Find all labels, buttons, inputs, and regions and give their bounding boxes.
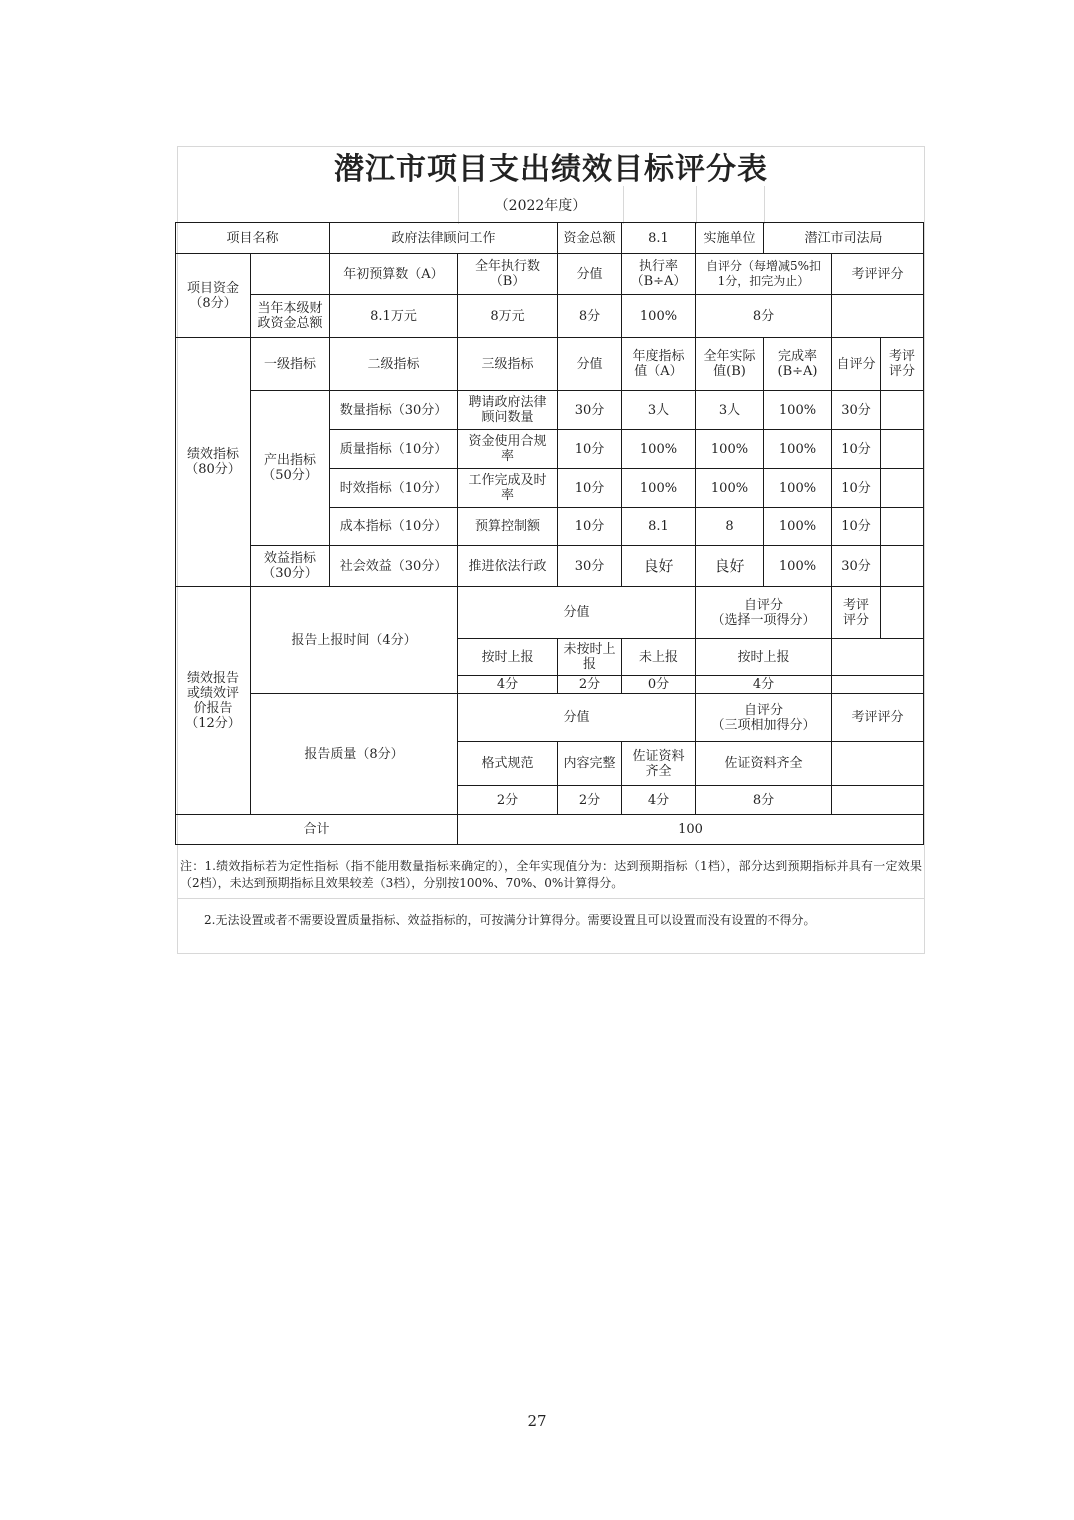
row-rate: 100%	[763, 507, 832, 546]
col-score: 分值	[557, 253, 622, 295]
time-eval-pts	[831, 675, 924, 694]
unit: 潜江市司法局	[763, 222, 924, 254]
h-self: 自评分	[831, 337, 881, 391]
h-actual: 全年实际 值(B)	[695, 337, 764, 391]
row-rate: 100%	[763, 545, 832, 587]
row-l2: 社会效益（30分）	[329, 545, 458, 587]
time-opt1: 按时上报	[457, 638, 558, 676]
benefit-label: 效益指标 （30分）	[250, 545, 330, 587]
form-title: 潜江市项目支出绩效目标评分表	[334, 152, 768, 187]
h-target: 年度指标 值（A）	[621, 337, 696, 391]
funds-self: 8分	[695, 294, 832, 338]
q-self-pts: 8分	[695, 785, 832, 815]
row-l2: 成本指标（10分）	[329, 507, 458, 546]
row-actual: 良好	[695, 545, 764, 587]
project-name-label: 项目名称	[175, 222, 330, 254]
row-self: 30分	[831, 390, 881, 430]
report-time-score-h: 分值	[457, 586, 696, 639]
unit-label: 实施单位	[695, 222, 764, 254]
row-rate: 100%	[763, 390, 832, 430]
q-self-val: 佐证资料齐全	[695, 741, 832, 786]
total-funds-label: 资金总额	[557, 222, 622, 254]
row-l3: 资金使用合规 率	[457, 429, 558, 469]
row-actual: 3人	[695, 390, 764, 430]
h-level1: 一级指标	[250, 337, 330, 391]
funds-rate: 100%	[621, 294, 696, 338]
report-label: 绩效报告 或绩效评 价报告 （12分）	[175, 586, 251, 815]
page-number: 27	[527, 1412, 547, 1430]
row-l3: 聘请政府法律 顾问数量	[457, 390, 558, 430]
report-time-label: 报告上报时间（4分）	[250, 586, 458, 694]
report-time-self-h: 自评分 （选择一项得分）	[695, 586, 832, 639]
row-self: 30分	[831, 545, 881, 587]
q-eval-h: 考评评分	[831, 693, 924, 742]
row-eval	[880, 429, 924, 469]
funds-exec: 8万元	[457, 294, 558, 338]
row-rate: 100%	[763, 429, 832, 469]
form-year: （2022年度）	[494, 198, 587, 214]
row-self: 10分	[831, 468, 881, 508]
score-table	[176, 223, 924, 845]
row-target: 良好	[621, 545, 696, 587]
col-rate: 执行率 （B÷A）	[621, 253, 696, 295]
output-label: 产出指标 （50分）	[250, 390, 330, 546]
row-target: 100%	[621, 468, 696, 508]
row-eval	[880, 507, 924, 546]
h-level2: 二级指标	[329, 337, 458, 391]
perf-label: 绩效指标 （80分）	[175, 337, 251, 587]
row-rate: 100%	[763, 468, 832, 508]
funds-budget: 8.1万元	[329, 294, 458, 338]
row-self: 10分	[831, 429, 881, 469]
row-actual: 100%	[695, 429, 764, 469]
total-value: 100	[457, 814, 924, 845]
h-level3: 三级指标	[457, 337, 558, 391]
q-eval-val	[831, 741, 924, 786]
col-self: 自评分（每增减5%扣 1分，扣完为止）	[695, 253, 832, 295]
row-eval	[880, 390, 924, 430]
q-pts2: 2分	[557, 785, 622, 815]
q-self-h: 自评分 （三项相加得分）	[695, 693, 832, 742]
row-target: 3人	[621, 390, 696, 430]
q-opt2: 内容完整	[557, 741, 622, 786]
row-score: 30分	[557, 390, 622, 430]
h-eval: 考评 评分	[880, 337, 924, 391]
q-opt1: 格式规范	[457, 741, 558, 786]
report-quality-label: 报告质量（8分）	[250, 693, 458, 815]
row-eval	[880, 545, 924, 587]
row-actual: 8	[695, 507, 764, 546]
report-time-eval-blank	[880, 586, 924, 639]
time-pts1: 4分	[457, 675, 558, 694]
time-self-pts: 4分	[695, 675, 832, 694]
funds-score: 8分	[557, 294, 622, 338]
funds-blank	[250, 253, 330, 295]
row-score: 10分	[557, 468, 622, 508]
col-eval: 考评评分	[831, 253, 924, 295]
funds-label: 项目资金 （8分）	[175, 253, 251, 338]
q-score-h: 分值	[457, 693, 696, 742]
row-target: 8.1	[621, 507, 696, 546]
h-score: 分值	[557, 337, 622, 391]
row-l3: 推进依法行政	[457, 545, 558, 587]
row-l2: 数量指标（30分）	[329, 390, 458, 430]
row-l2: 质量指标（10分）	[329, 429, 458, 469]
time-pts3: 0分	[621, 675, 696, 694]
note-2: 2.无法设置或者不需要设置质量指标、效益指标的，可按满分计算得分。需要设置且可以设置而没有设置的不得分。	[180, 913, 816, 927]
row-actual: 100%	[695, 468, 764, 508]
time-opt3: 未上报	[621, 638, 696, 676]
note-1: 注：1.绩效指标若为定性指标（指不能用数量指标来确定的），全年实现值分为：达到预期指标（1档），部分达到预期指标并具有一定效果（2档），未达到预期指标且效果较差（3档），分别按100%、70%、0%计算得分。	[180, 859, 922, 890]
row-score: 10分	[557, 429, 622, 469]
funds-row-label: 当年本级财 政资金总额	[250, 294, 330, 338]
q-opt3: 佐证资料 齐全	[621, 741, 696, 786]
row-l2: 时效指标（10分）	[329, 468, 458, 508]
project-name: 政府法律顾问工作	[329, 222, 558, 254]
q-eval-pts	[831, 785, 924, 815]
total-label: 合计	[175, 814, 458, 845]
h-rate: 完成率 (B÷A)	[763, 337, 832, 391]
q-pts1: 2分	[457, 785, 558, 815]
row-score: 10分	[557, 507, 622, 546]
row-eval	[880, 468, 924, 508]
row-l3: 工作完成及时 率	[457, 468, 558, 508]
row-target: 100%	[621, 429, 696, 469]
q-pts3: 4分	[621, 785, 696, 815]
total-funds: 8.1	[621, 222, 696, 254]
report-time-eval-h: 考评 评分	[831, 586, 881, 639]
funds-eval	[831, 294, 924, 338]
time-pts2: 2分	[557, 675, 622, 694]
time-eval-val	[831, 638, 924, 676]
row-self: 10分	[831, 507, 881, 546]
row-score: 30分	[557, 545, 622, 587]
col-exec: 全年执行数 （B）	[457, 253, 558, 295]
col-budget: 年初预算数（A）	[329, 253, 458, 295]
time-self-val: 按时上报	[695, 638, 832, 676]
row-l3: 预算控制额	[457, 507, 558, 546]
time-opt2: 未按时上 报	[557, 638, 622, 676]
note-divider	[177, 898, 925, 899]
